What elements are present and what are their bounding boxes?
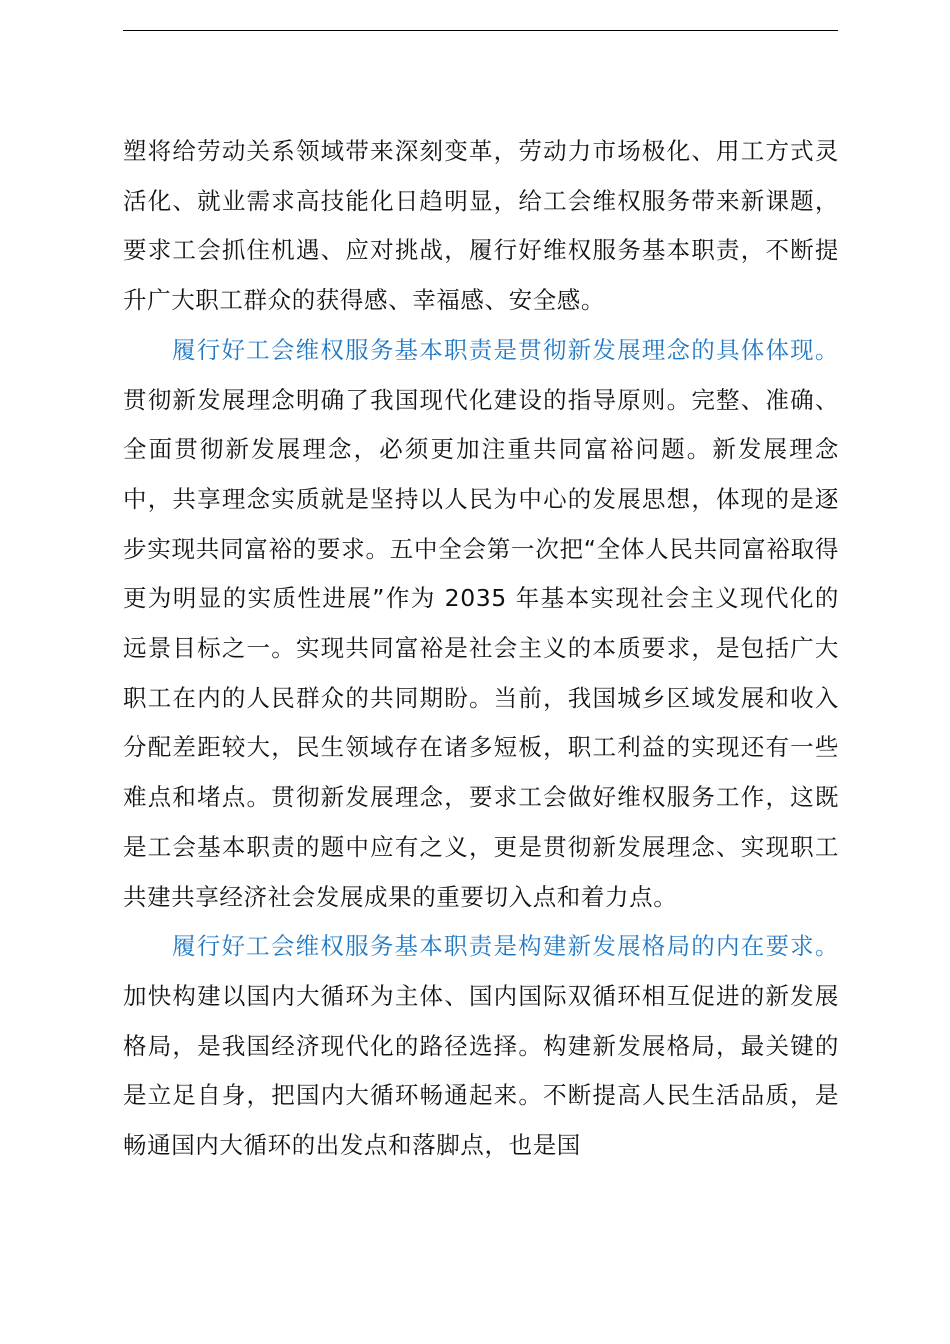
- paragraph-new-development-concept: [123, 326, 839, 922]
- paragraph-1-text: 塑将给劳动关系领域带来深刻变革，劳动力市场极化、用工方式灵活化、就业需求高技能化日趋明显，给工会维权服务带来新课题，要求工会抓住机遇、应对挑战，履行好维权服务基本职责，不断提升广大职工群众的获得感、幸福感、安全感。: [123, 137, 839, 315]
- paragraph-continuation: [123, 127, 839, 326]
- document-body: [123, 127, 839, 1171]
- paragraph-2-lead-heading: 履行好工会维权服务基本职责是贯彻新发展理念的具体体现。: [172, 335, 839, 364]
- header-rule: [123, 30, 838, 31]
- paragraph-new-development-pattern: [123, 922, 839, 1171]
- paragraph-3-lead-heading: 履行好工会维权服务基本职责是构建新发展格局的内在要求。: [172, 932, 839, 961]
- paragraph-3-text: 加快构建以国内大循环为主体、国内国际双循环相互促进的新发展格局，是我国经济现代化的路径选择。构建新发展格局，最关键的是立足自身，把国内大循环畅通起来。不断提高人民生活品质，是畅通国内大循环的出发点和落脚点，也是国: [123, 981, 839, 1160]
- paragraph-2-text: 贯彻新发展理念明确了我国现代化建设的指导原则。完整、准确、全面贯彻新发展理念，必须更加注重共同富裕问题。新发展理念中，共享理念实质就是坚持以人民为中心的发展思想，体现的是逐步实现共同富裕的要求。五中全会第一次把“全体人民共同富裕取得更为明显的实质性进展”作为 2035 年基本实现社会主义现代化的远景目标之一。实现共同富裕是社会主义的本质要求，是包括广大职工在内的人民群众的共同期盼。当前，我国城乡区域发展和收入分配差距较大，民生领域存在诸多短板，职工利益的实现还有一些难点和堵点。贯彻新发展理念，要求工会做好维权服务工作，这既是工会基本职责的题中应有之义，更是贯彻新发展理念、实现职工共建共享经济社会发展成果的重要切入点和着力点。: [123, 385, 839, 911]
